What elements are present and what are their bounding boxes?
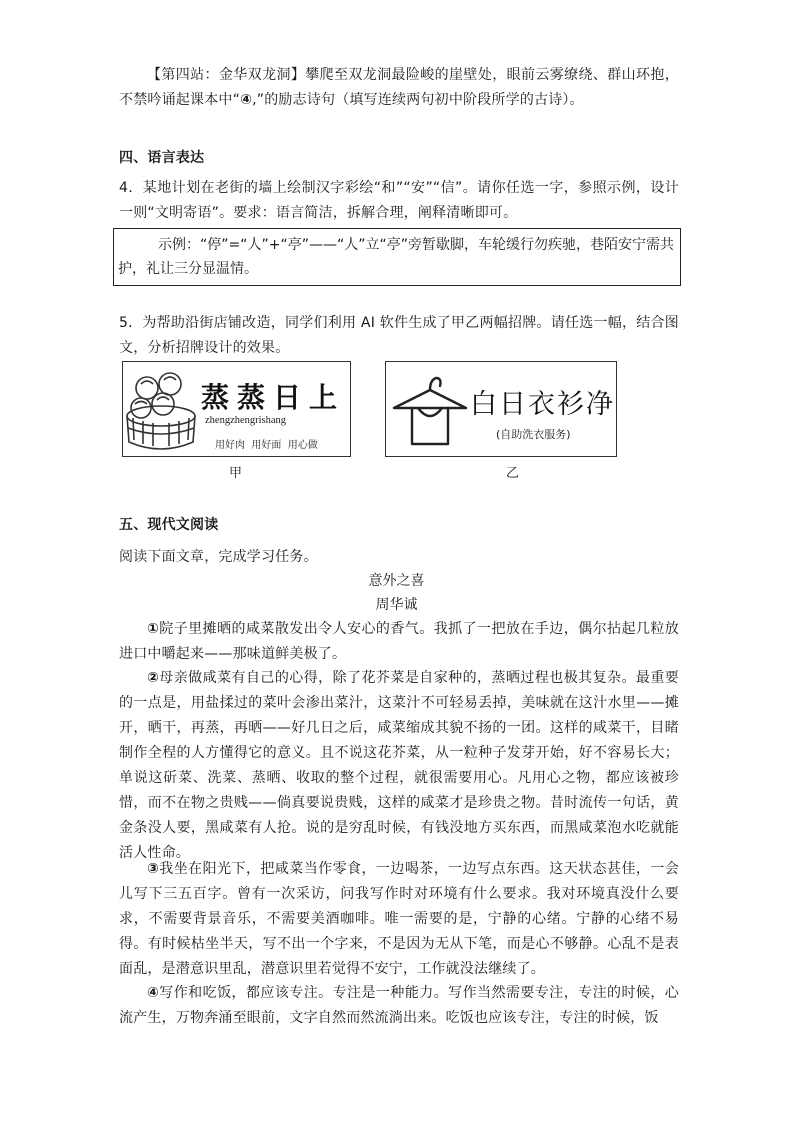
station4-text-1: 攀爬至双龙洞最险峻的崖壁处，眼前云雾缭绕、群山环抱 <box>305 67 665 83</box>
station4-paragraph <box>119 63 679 113</box>
station4-blank: ④ <box>240 92 253 108</box>
q5-text <box>119 311 679 361</box>
section4-heading: 四、语言表达 <box>119 150 205 166</box>
paragraph-4 <box>119 981 679 1031</box>
sign-jia <box>122 361 351 457</box>
paragraph-text: 写作和吃饭，都应该专注。专注是一种能力。写作当然需要专注，专注的时候，心流产生，万物奔涌至眼前，文字自然而然流淌出来。吃饭也应该专注，专注的时候，饭 <box>119 985 679 1026</box>
q4-line1: 4．某地计划在老街的墙上绘制汉字彩绘“和”“安”“信”。请你任选一字，参照示例，设计一 <box>119 180 679 221</box>
station4-label: 【第四站：金华双龙洞】 <box>147 67 306 83</box>
paragraph-number: ① <box>147 621 160 637</box>
station4-text-2: ，不禁吟诵起课本中“ <box>119 67 679 108</box>
paragraph-3 <box>119 857 679 982</box>
sign-yi-subtitle: (自助洗衣服务) <box>496 428 571 441</box>
sign-yi <box>385 361 617 457</box>
sign-jia-slogan: 用好肉 用好面 用心做 <box>215 440 318 451</box>
paragraph-number: ③ <box>147 861 160 877</box>
sign-jia-caption: 甲 <box>229 466 243 481</box>
q4-text <box>119 176 679 226</box>
q4-line2: 则“文明寄语”。要求：语言简洁，拆解合理，阐释清晰即可。 <box>133 205 518 221</box>
section5-instruction: 阅读下面文章，完成学习任务。 <box>119 549 318 565</box>
sign-yi-caption: 乙 <box>506 466 520 481</box>
steamer-buns-icon <box>125 366 205 452</box>
paragraph-number: ② <box>147 670 160 686</box>
section5-heading: 五、现代文阅读 <box>119 517 219 533</box>
sign-jia-title: 蒸蒸日上 <box>201 381 346 414</box>
paragraph-2 <box>119 666 679 866</box>
q5-line2: 文，分析招牌设计的效果。 <box>119 340 290 356</box>
article-title: 意外之喜 <box>368 573 425 589</box>
example-text: 示例：“停”=“人”+“亭”——“人”立“亭”旁暂歇脚，车轮缓行勿疾驰，巷陌安宁需共护，礼让三分显温情。 <box>118 237 674 277</box>
example-box <box>113 228 681 286</box>
paragraph-text: 院子里摊晒的咸菜散发出令人安心的香气。我抓了一把放在手边，偶尔拈起几粒放进口中嚼起来——那味道鲜美极了。 <box>119 621 679 662</box>
hanger-shirt-icon <box>390 368 470 454</box>
paragraph-text: 母亲做咸菜有自己的心得，除了花芥菜是自家种的，蒸晒过程也极其复杂。最重要的一点是，用盐揉过的菜叶会渗出菜汁，这菜汁不可轻易丢掉，美味就在这汁水里——摊开，晒干，再蒸，再晒——好几日之后，咸菜缩成其貌不扬的一团。这样的咸菜干，目睹制作全程的人方懂得它的意义。且不说这花芥菜，从一粒种子发芽开始，好不容易长大；单说这斫菜、洗菜、蒸晒、收取的整个过程，就很需要用心。凡用心之物，都应该被珍惜，而不在物之贵贱——倘真要说贵贱，这样的咸菜才是珍贵之物。昔时流传一句话，黄金条没人要，黑咸菜有人抢。说的是穷乱时候，有钱没地方买东西，而黑咸菜泡水吃就能活人性命。 <box>119 670 679 861</box>
sign-yi-title: 白日衣衫净 <box>470 389 615 420</box>
paragraph-number: ④ <box>147 985 160 1001</box>
q5-line1: 5．为帮助沿街店铺改造，同学们利用 AI 软件生成了甲乙两幅招牌。请任选一幅，结合图 <box>119 315 679 331</box>
sign-jia-pinyin: zhengzhengrishang <box>205 415 287 426</box>
article-author: 周华诚 <box>375 597 418 613</box>
station4-text-3: ,”的励志诗句（填写连续两句初中阶段所学的古诗）。 <box>252 92 584 108</box>
paragraph-1 <box>119 617 679 667</box>
paragraph-text: 我坐在阳光下，把咸菜当作零食，一边喝茶，一边写点东西。这天状态甚佳，一会儿写下三五百字。曾有一次采访，问我写作时对环境有什么要求。我对环境真没什么要求，不需要背景音乐，不需要美酒咖啡。唯一需要的是，宁静的心绪。宁静的心绪不易得。有时候枯坐半天，写不出一个字来，不是因为无从下笔，而是心不够静。心乱不是表面乱，是潜意识里乱，潜意识里若觉得不安宁，工作就没法继续了。 <box>119 861 679 977</box>
